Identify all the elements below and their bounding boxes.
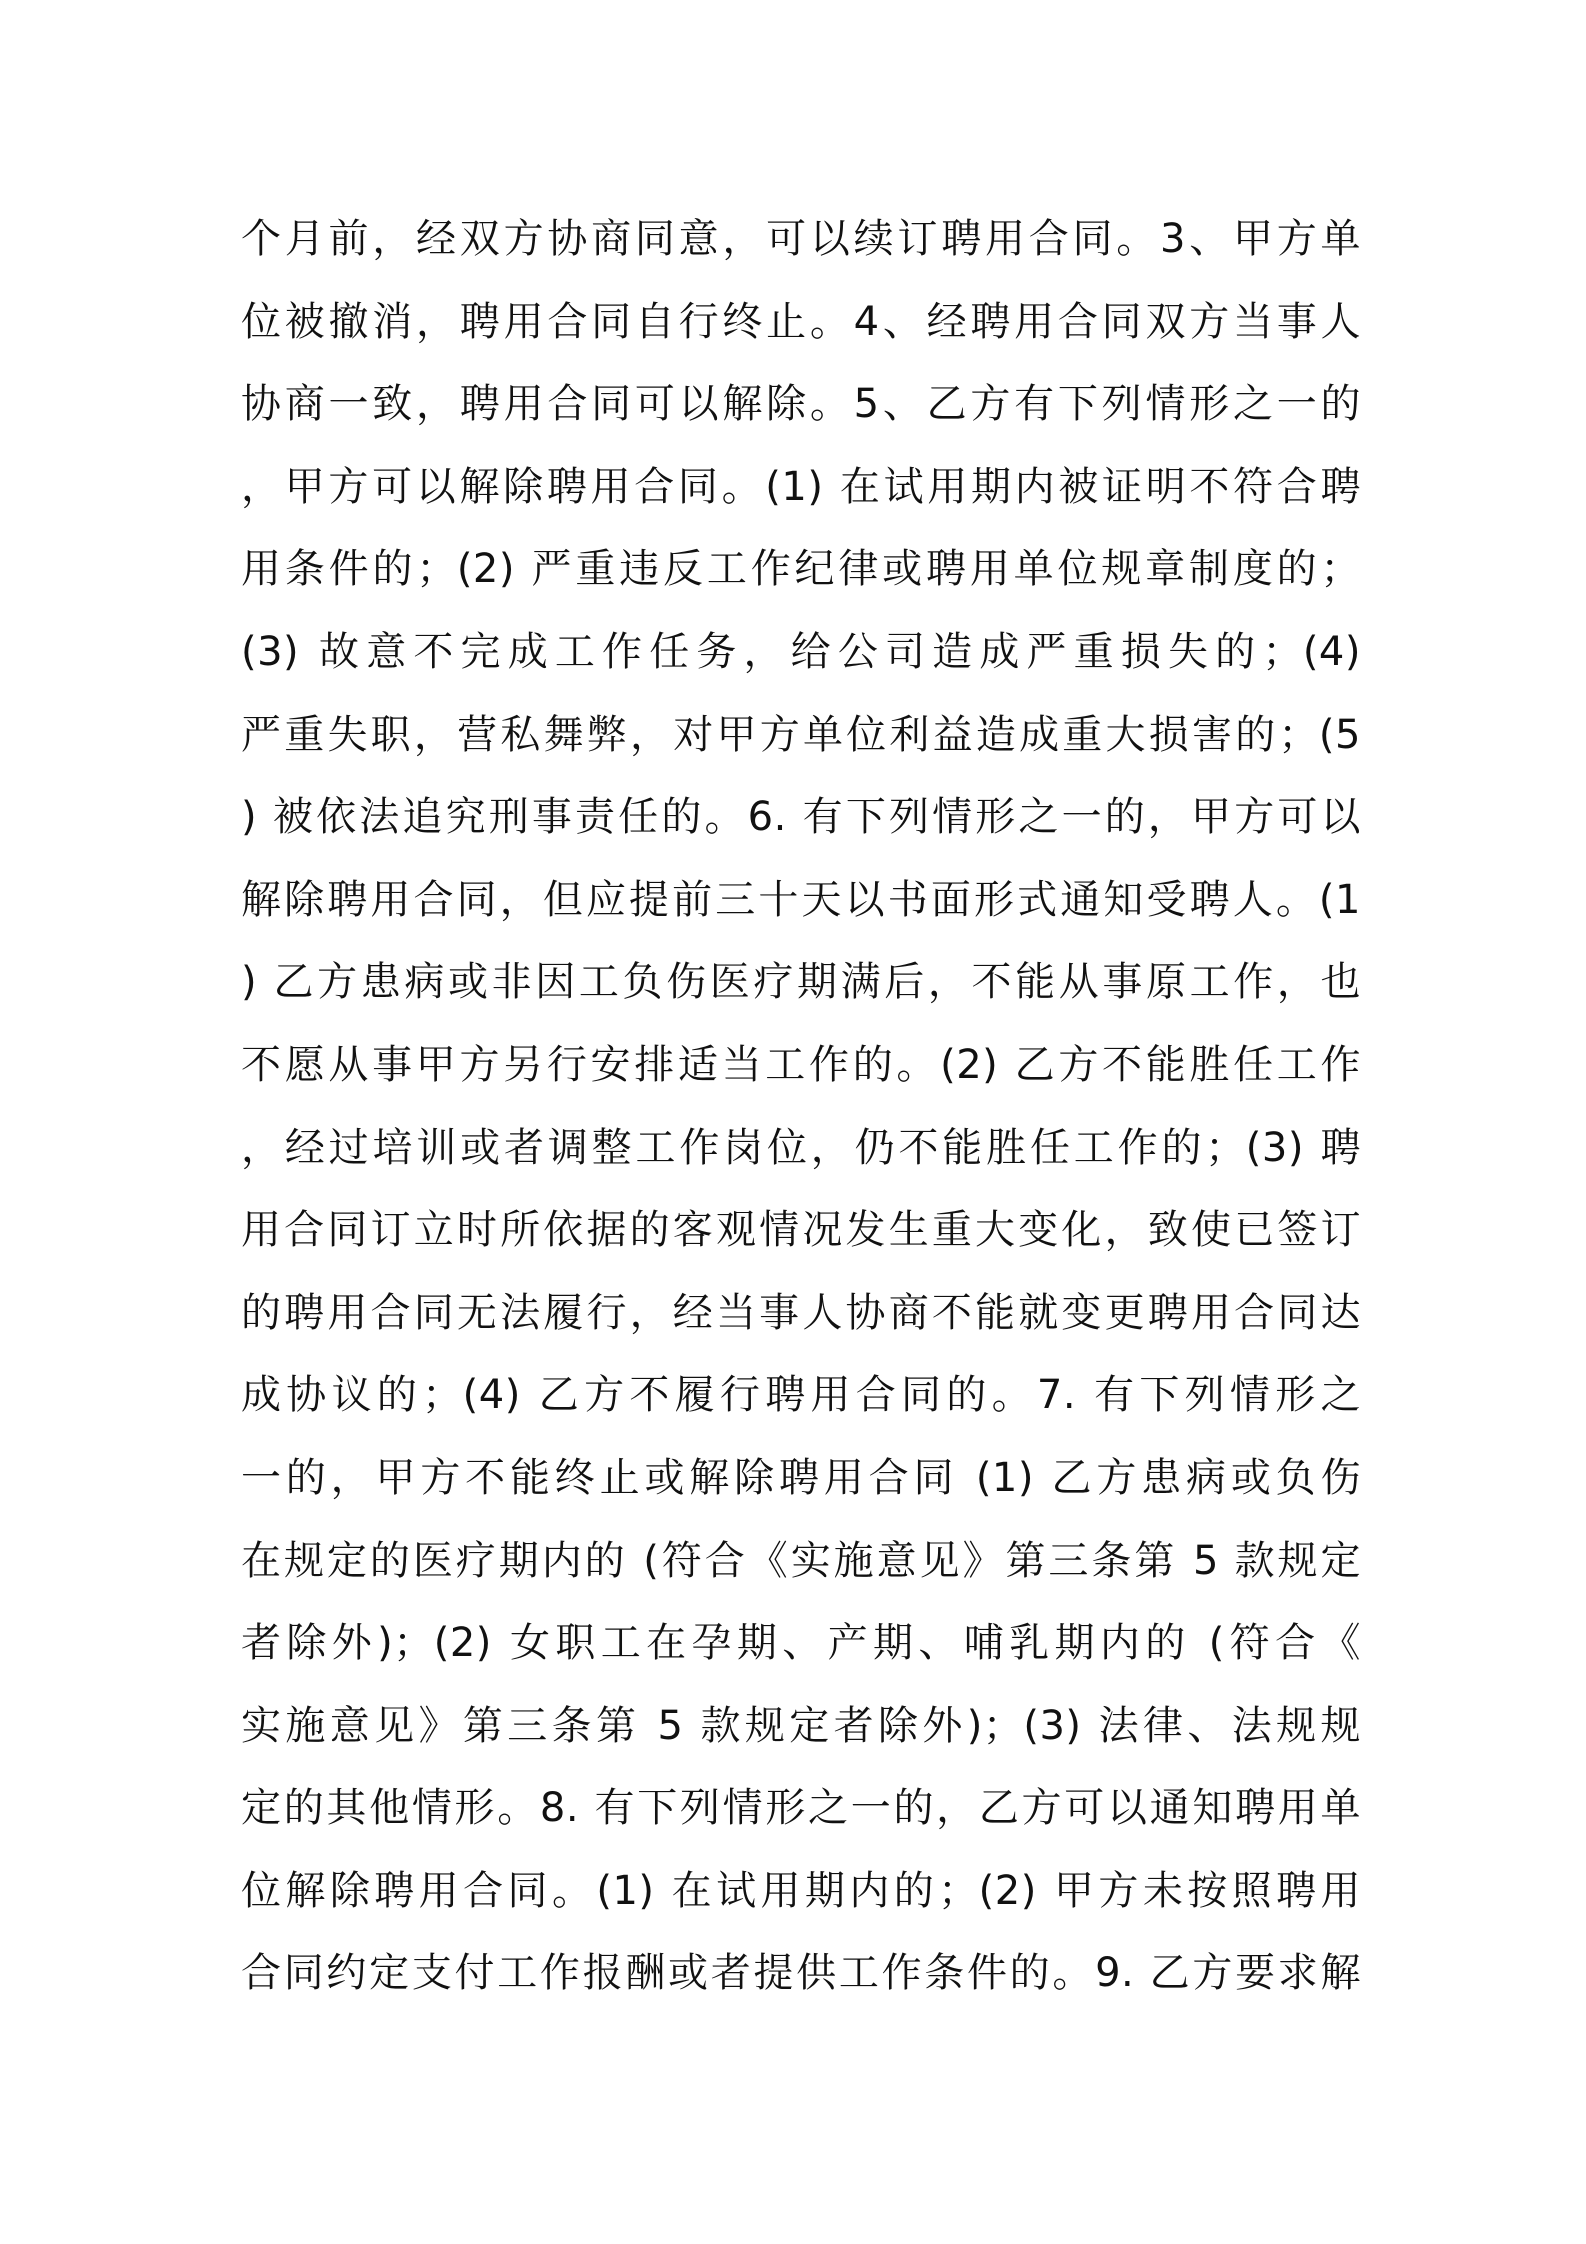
contract-body-text [241, 198, 1361, 2015]
text-line: 的聘用合同无法履行，经当事人协商不能就变更聘用合同达 [241, 1289, 1361, 1336]
text-line: 严重失职，营私舞弊，对甲方单位利益造成重大损害的；(5 [241, 711, 1361, 758]
text-line: ) 被依法追究刑事责任的。6. 有下列情形之一的，甲方可以 [241, 794, 1361, 841]
text-line: ，经过培训或者调整工作岗位，仍不能胜任工作的；(3) 聘 [241, 1124, 1361, 1171]
text-line: 成协议的；(4) 乙方不履行聘用合同的。7. 有下列情形之 [241, 1372, 1361, 1419]
text-line: (3) 故意不完成工作任务，给公司造成严重损失的；(4) [241, 628, 1361, 675]
text-line: 在规定的医疗期内的 (符合《实施意见》第三条第 5 款规定 [241, 1537, 1361, 1584]
text-line: 不愿从事甲方另行安排适当工作的。(2) 乙方不能胜任工作 [241, 1041, 1361, 1088]
text-line: ，甲方可以解除聘用合同。(1) 在试用期内被证明不符合聘 [241, 463, 1361, 510]
text-line: 位被撤消，聘用合同自行终止。4、经聘用合同双方当事人 [241, 298, 1361, 345]
text-line: 用条件的；(2) 严重违反工作纪律或聘用单位规章制度的； [241, 546, 1361, 593]
text-line: 用合同订立时所依据的客观情况发生重大变化，致使已签订 [241, 1207, 1361, 1254]
text-line: 协商一致，聘用合同可以解除。5、乙方有下列情形之一的 [241, 381, 1361, 428]
text-line: 一的，甲方不能终止或解除聘用合同 (1) 乙方患病或负伤 [241, 1454, 1361, 1501]
text-line: 位解除聘用合同。(1) 在试用期内的；(2) 甲方未按照聘用 [241, 1867, 1361, 1914]
text-line: 个月前，经双方协商同意，可以续订聘用合同。3、甲方单 [241, 216, 1361, 262]
text-line: 定的其他情形。8. 有下列情形之一的，乙方可以通知聘用单 [241, 1785, 1361, 1832]
text-line: ) 乙方患病或非因工负伤医疗期满后，不能从事原工作，也 [241, 959, 1361, 1006]
text-line: 合同约定支付工作报酬或者提供工作条件的。9. 乙方要求解 [241, 1950, 1361, 1997]
text-line: 解除聘用合同，但应提前三十天以书面形式通知受聘人。(1 [241, 876, 1361, 923]
text-line: 者除外)；(2) 女职工在孕期、产期、哺乳期内的 (符合《 [241, 1620, 1361, 1667]
text-line: 实施意见》第三条第 5 款规定者除外)；(3) 法律、法规规 [241, 1702, 1361, 1749]
